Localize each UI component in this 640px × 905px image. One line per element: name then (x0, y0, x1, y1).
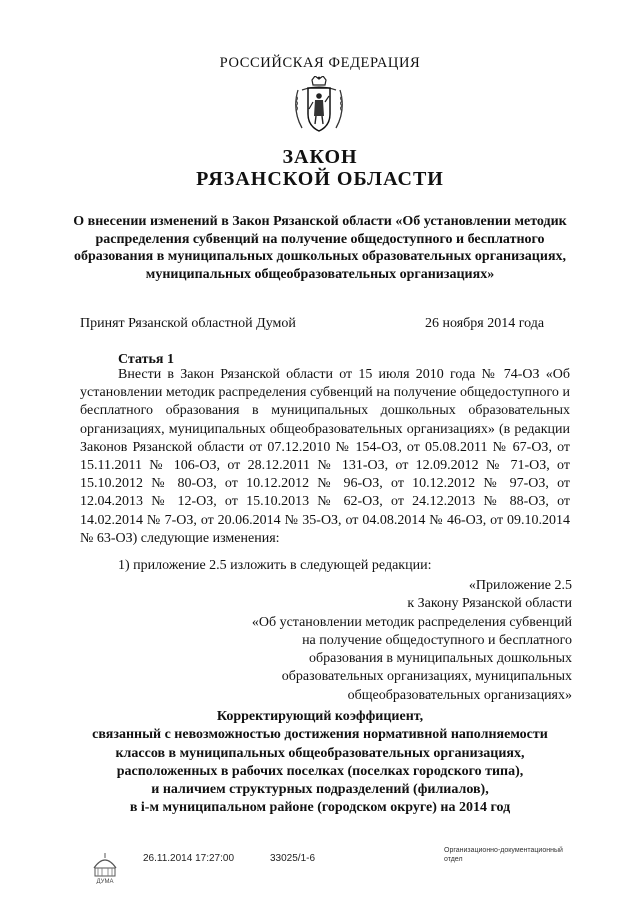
coefficient-line: расположенных в рабочих поселках (поселках городского типа), (116, 763, 524, 779)
appendix-header (250, 577, 572, 705)
coefficient-title (60, 708, 580, 818)
appendix-line: «Об установлении методик распределения субвенций (251, 614, 572, 630)
duma-logo-text: ДУМА (96, 879, 114, 884)
department-line1: Организационно-документационный (444, 847, 563, 854)
article-paragraph: Внести в Закон Рязанской области от 15 июля 2010 года № 74-ОЗ «Об установлении методик распределения субвенций на получение общедоступного и бесплатного образования в муниципальных дошкольных образовательных организациях, муниципальных общеобразовательных организациях» (в редакции Законов Рязанской области от 07.12.2010 № 154-ОЗ, от 05.08.2011 № 67-ОЗ, от 15.11.2011 № 106-ОЗ, от 28.12.2011 № 131-ОЗ, от 12.09.2012 № 71-ОЗ, от 15.10.2012 № 80-ОЗ, от 10.12.2012 № 96-ОЗ, от 10.12.2012 № 97-ОЗ, от 12.04.2013 № 12-ОЗ, от 15.10.2013 № 62-ОЗ, от 24.12.2013 № 88-ОЗ, от 14.02.2014 № 7-ОЗ, от 20.06.2014 № 35-ОЗ, от 04.08.2014 № 46-ОЗ, от 09.10.2014 № 63-ОЗ) следующие изменения: (80, 367, 570, 546)
law-title-line1: ЗАКОН (282, 146, 358, 168)
appendix-line: общеобразовательных организациях» (347, 687, 572, 703)
registration-timestamp: 26.11.2014 17:27:00 (143, 853, 235, 864)
coefficient-line: связанный с невозможностью достижения нормативной наполняемости (92, 727, 548, 743)
coefficient-line: в i-м муниципальном районе (городском округе) на 2014 год (129, 800, 511, 816)
country-heading: РОССИЙСКАЯ ФЕДЕРАЦИЯ (219, 55, 421, 71)
adoption-label: Принят Рязанской областной Думой (80, 316, 296, 331)
coefficient-line: Корректирующий коэффициент, (216, 709, 424, 724)
appendix-line: образовательных организациях, муниципальных (281, 669, 572, 685)
law-title-line2: РЯЗАНСКОЙ ОБЛАСТИ (196, 168, 444, 190)
article-item-1: 1) приложение 2.5 изложить в следующей редакции: (118, 558, 432, 573)
ryazan-coat-of-arms-icon (288, 76, 350, 134)
registration-number: 33025/1-6 (270, 853, 316, 864)
appendix-line: на получение общедоступного и бесплатного (302, 632, 572, 648)
law-title (0, 146, 640, 190)
adoption-date: 26 ноября 2014 года (425, 316, 545, 331)
department-stamp (444, 846, 594, 864)
duma-logo-icon (86, 850, 124, 884)
article-heading: Статья 1 (118, 352, 174, 367)
law-subject: О внесении изменений в Закон Рязанской области «Об установлении методик распределения субвенций на получение общедоступного и бесплатного образования в муниципальных дошкольных образовательных организациях, муниципальных общеобразовательных организациях» (73, 214, 567, 282)
appendix-line: образования в муниципальных дошкольных (309, 651, 572, 667)
appendix-line: к Закону Рязанской области (407, 596, 572, 612)
coefficient-line: классов в муниципальных общеобразовательных организациях, (115, 745, 525, 761)
department-line2: отдел (444, 856, 463, 863)
coefficient-line: и наличием структурных подразделений (филиалов), (151, 782, 489, 798)
appendix-line: «Приложение 2.5 (468, 578, 572, 593)
